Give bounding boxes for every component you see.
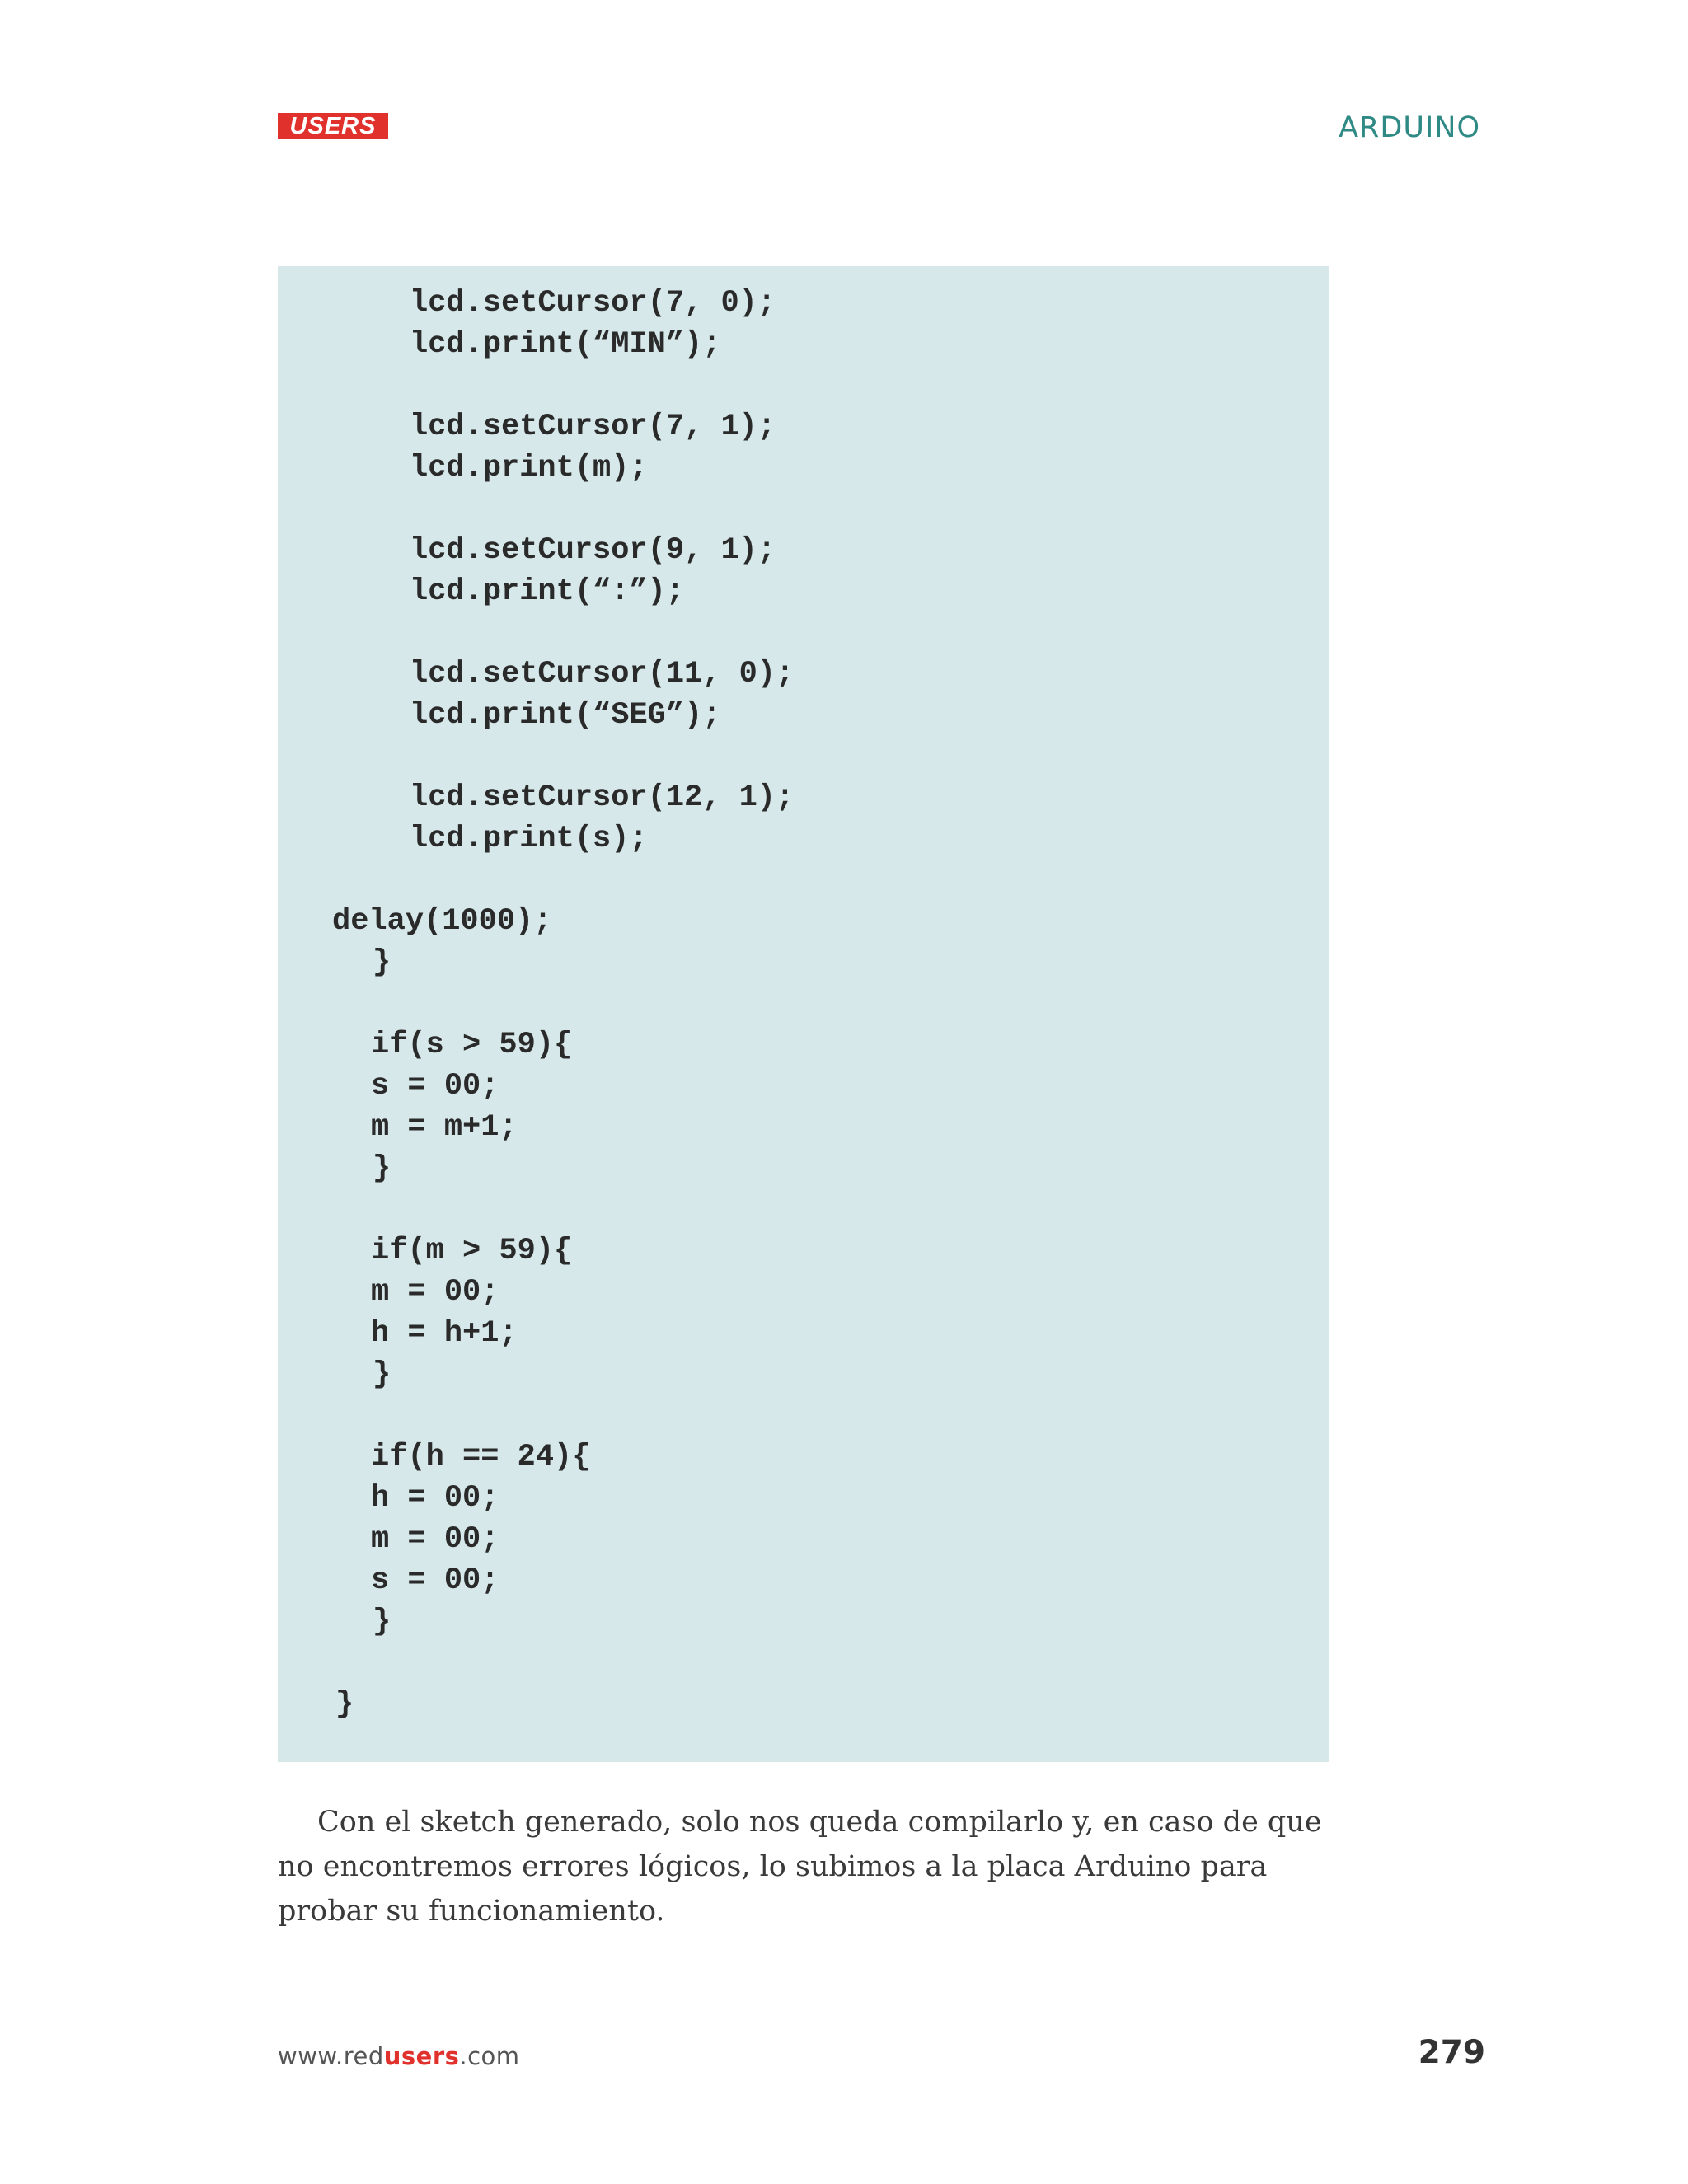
- section-title: ARDUINO: [1339, 111, 1480, 144]
- code-line: delay(1000);: [332, 904, 552, 939]
- body-paragraph: Con el sketch generado, solo nos queda compilarlo y, en caso de que no encontremos errores lógicos, lo subimos a la placa Arduino para probar su funcionamiento.: [278, 1806, 1322, 1928]
- users-logo: USERS: [278, 113, 388, 139]
- code-line: lcd.print(s);: [410, 822, 648, 856]
- code-line: lcd.print(“:”);: [410, 574, 685, 609]
- code-line: h = 00;: [371, 1481, 499, 1516]
- code-line: lcd.print(m);: [410, 451, 648, 485]
- code-line: lcd.print(“SEG”);: [410, 698, 721, 733]
- footer-url-suffix: .com: [459, 2042, 520, 2070]
- code-line: s = 00;: [371, 1563, 499, 1598]
- code-line: if(h == 24){: [371, 1440, 591, 1474]
- footer-url-highlight: users: [383, 2042, 460, 2070]
- code-line: m = 00;: [371, 1275, 499, 1310]
- code-line: lcd.setCursor(11, 0);: [410, 657, 795, 691]
- code-line: if(s > 59){: [371, 1028, 573, 1062]
- footer-url[interactable]: [278, 2042, 520, 2070]
- code-line: lcd.print(“MIN”);: [410, 327, 721, 362]
- code-line: }: [335, 1687, 354, 1722]
- code-line: lcd.setCursor(12, 1);: [410, 780, 795, 815]
- footer-url-prefix: www.red: [278, 2042, 384, 2070]
- code-line: }: [373, 1151, 392, 1186]
- code-line: h = h+1;: [371, 1316, 518, 1351]
- code-line: s = 00;: [371, 1069, 499, 1104]
- code-line: m = 00;: [371, 1522, 499, 1557]
- code-line: if(m > 59){: [371, 1234, 573, 1268]
- code-line: lcd.setCursor(7, 0);: [410, 286, 776, 321]
- code-block: [278, 266, 1329, 1762]
- code-line: }: [373, 1605, 392, 1639]
- code-line: m = m+1;: [371, 1110, 518, 1145]
- code-line: lcd.setCursor(7, 1);: [410, 410, 776, 444]
- code-line: }: [373, 1357, 392, 1392]
- page-number: 279: [1418, 2034, 1485, 2071]
- code-line: lcd.setCursor(9, 1);: [410, 533, 776, 568]
- code-line: }: [373, 945, 392, 980]
